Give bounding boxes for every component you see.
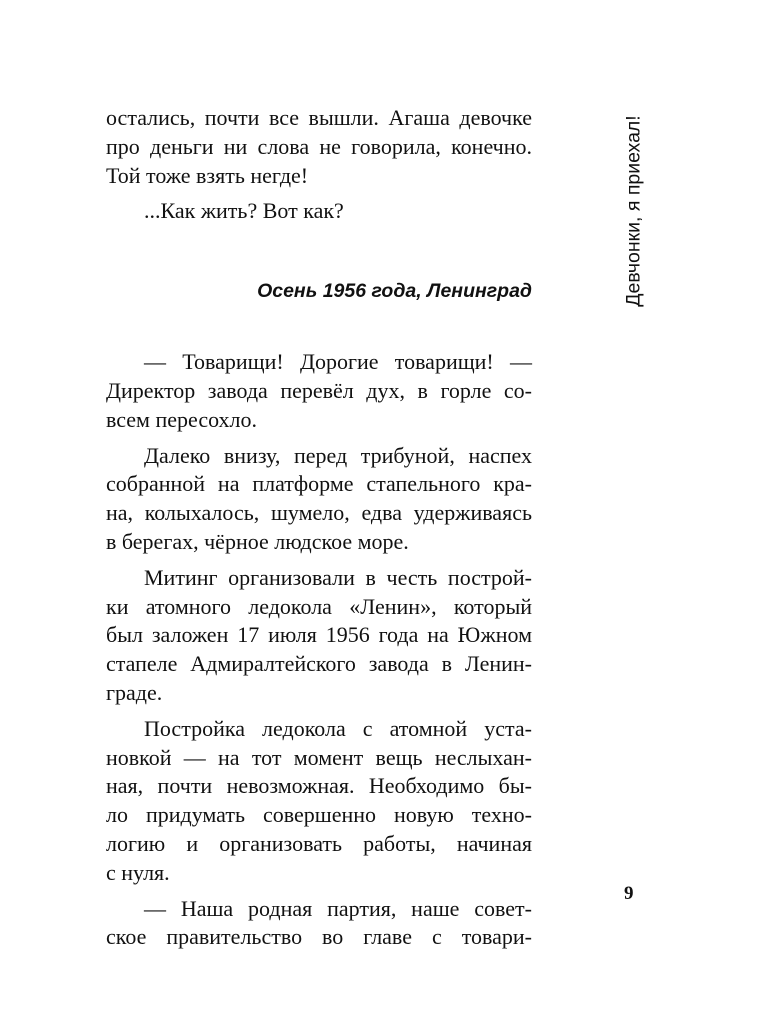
text-line: — Наша родная партия, наше совет- [144, 895, 532, 921]
running-header [620, 108, 648, 314]
running-header-text: Девчонки, я приехал! [622, 115, 645, 307]
text-line: Директор завода перевёл дух, в горле со- [106, 377, 532, 403]
page-body [106, 104, 532, 952]
text-line: в берегах, чёрное людское море. [106, 528, 409, 554]
text-line: Той тоже взять негде! [106, 162, 309, 188]
text-line: с нуля. [106, 859, 170, 885]
text-line: собранной на платформе стапельного кра- [106, 471, 532, 497]
text-line: остались, почти все вышли. Агаша девочке [106, 105, 532, 130]
text-line: стапеле Адмиралтейского завода в Ленин- [106, 651, 532, 677]
paragraph [106, 715, 532, 888]
text-line: Митинг организовали в честь построй- [144, 564, 532, 590]
paragraph [106, 442, 532, 557]
paragraph [106, 348, 532, 434]
text-line: на, колыхалось, шумело, едва удерживаясь [106, 500, 532, 526]
section-heading: Осень 1956 года, Ленинград [257, 280, 532, 303]
text-block-main [106, 348, 532, 952]
text-line: ское правительство во главе с товари- [106, 924, 532, 950]
text-block-top [106, 104, 532, 226]
paragraph [106, 564, 532, 708]
text-line: ная, почти невозможная. Необходимо бы- [106, 773, 532, 799]
paragraph [106, 104, 532, 190]
text-line: логию и организовать работы, начиная [106, 830, 532, 856]
text-line: про деньги ни слова не говорила, конечно. [106, 133, 532, 159]
paragraph [106, 197, 532, 226]
paragraph [106, 895, 532, 953]
text-line: Постройка ледокола с атомной уста- [144, 715, 532, 741]
text-line: новкой — на тот момент вещь неслыхан- [106, 744, 532, 770]
text-line: ...Как жить? Вот как? [144, 198, 344, 224]
text-line: ки атомного ледокола «Ленин», который [106, 593, 532, 619]
text-line: Далеко внизу, перед трибуной, наспех [144, 442, 532, 468]
page-number: 9 [624, 883, 634, 904]
text-line: — Товарищи! Дорогие товарищи! — [144, 349, 532, 375]
text-line: ло придумать совершенно новую техно- [106, 802, 532, 828]
text-line: граде. [106, 679, 163, 705]
text-line: всем пересохло. [106, 406, 258, 432]
text-line: был заложен 17 июля 1956 года на Южном [106, 622, 532, 648]
